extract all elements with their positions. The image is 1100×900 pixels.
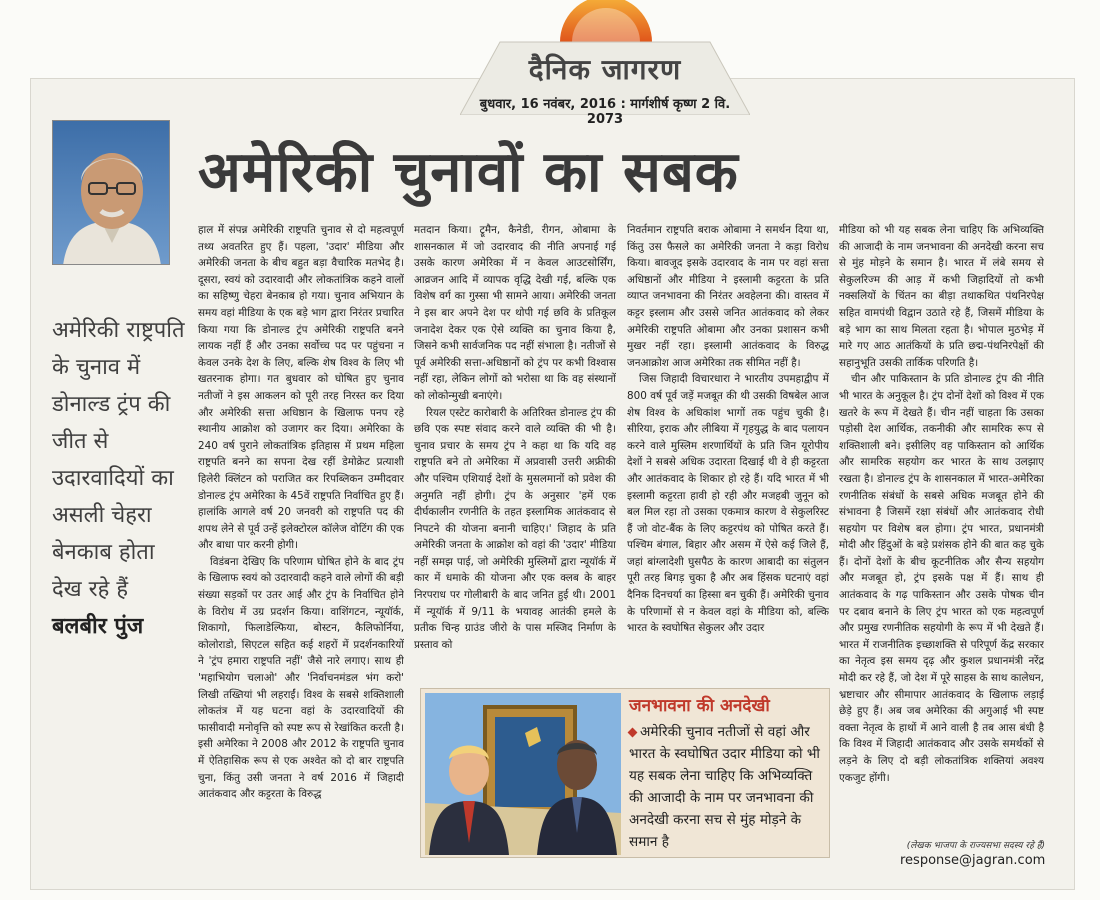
- article-column-4: [839, 222, 1044, 842]
- pullquote: [52, 312, 187, 645]
- pullquote-author: बलबीर पुंज: [52, 614, 144, 639]
- paragraph: रियल एस्टेट कारोबारी के अतिरिक्त डोनाल्ड ट्रंप की छवि एक स्पष्ट संवाद करने वाले व्यक्ति की भी है। चुनाव प्रचार के समय ट्रंप ने कहा था कि यदि वह राष्ट्रपति बने तो अमेरिका में अप्रवासी उत्तरी अफ्रीकी और पश्चिम एशियाई देशों के मुसलमानों को प्रवेश की अनुमति नहीं होगी। ट्रंप के अनुसार 'हमें एक दीर्घकालीन रणनीति के तहत इस्लामिक आतंकवाद से निपटने की योजना बनानी चाहिए।' जिहाद के प्रति अमेरिकी जनता के आक्रोश को वहां की 'उदार' मीडिया नहीं समझ पाई, जो अमेरिकी मुस्लिमों द्वारा न्यूयॉर्क में कार में धमाके की योजना और एक क्लब के बाहर निरपराध पर गोलीबारी के बाद जनित हुई थी। 2001 में न्यूयॉर्क में 9/11 के भयावह आतंकी हमले के प्रतीक चिन्ह ग्राउंड जीरो के पास मस्जिद निर्माण के प्रस्ताव को: [414, 406, 616, 651]
- diamond-bullet-icon: [628, 727, 638, 737]
- paragraph: मतदान किया। ट्रूमैन, कैनेडी, रीगन, ओबामा के शासनकाल में जो उदारवाद की नीति अपनाई गई उसके कारण अमेरिका में न केवल आउटसोर्सिंग, आव्रजन आदि में व्यापक वृद्धि देखी गई, बल्कि एक विशेष वर्ग का गुस्सा भी सामने आया। अमेरिकी जनता ने इस बार अपने देश पर थोपी गई छवि के प्रतिकूल जनादेश देकर एक ऐसे व्यक्ति का चुनाव किया है, जिसने कभी सार्वजनिक पद नहीं संभाला है। नतीजों से पूर्व अमेरिकी सत्ता-अधिष्ठानों को ट्रंप पर कभी विश्वास नहीं रहा, लेकिन लोगों को भरोसा था कि वह संस्थानों को लोकोन्मुखी बनाएंगे।: [414, 224, 616, 402]
- article-column-2: [414, 222, 616, 684]
- sidebar-box-quote: अमेरिकी चुनाव नतीजों से वहां और भारत के स्वघोषित उदार मीडिया को भी यह सबक लेना चाहिए कि अभिव्यक्ति की आजादी के नाम पर जनभावना की अनदेखी करना सच से मुंह मोड़ने के समान है: [629, 724, 820, 850]
- sidebar-box-title: जनभावना की अनदेखी: [629, 696, 770, 716]
- masthead-date: बुधवार, 16 नवंबर, 2016 : मार्गशीर्ष कृष्ण 2 वि. 2073: [479, 97, 731, 127]
- paragraph: विडंबना देखिए कि परिणाम घोषित होने के बाद ट्रंप के खिलाफ स्वयं को उदारवादी कहने वाले लोगों की बड़ी संख्या सड़कों पर उतर आई और ट्रंप के निर्वाचित होने के विरोध में उग्र प्रदर्शन किया। वाशिंगटन, न्यूयॉर्क, शिकागो, फिलाडेल्फिया, बोस्टन, कैलिफोर्निया, कोलोराडो, सिएटल सहित कई शहरों में प्रदर्शनकारियों ने 'ट्रंप हमारा राष्ट्रपति नहीं' जैसे नारे लगाए। साथ ही 'महाभियोग चलाओ' और 'निर्वाचनमंडल भंग करो' लिखी तख्तियां भी लहराईं। विश्व के सबसे शक्तिशाली लोकतंत्र में यह घटना वहां के उदारवादियों की फासीवादी मनोवृत्ति को स्पष्ट रूप से रेखांकित करती है। इसी अमेरिका ने 2008 और 2012 के राष्ट्रपति चुनाव में ऐतिहासिक रूप से एक अश्वेत को दो बार राष्ट्रपति चुना, किंतु उसी जनता ने वर्ष 2016 में जिहादी आतंकवाद और कट्टरता के विरुद्ध: [198, 555, 404, 801]
- article-column-1: [198, 222, 404, 894]
- leaders-photo: [425, 693, 621, 855]
- paragraph: जिस जिहादी विचारधारा ने भारतीय उपमहाद्वीप में 800 वर्ष पूर्व जड़ें मजबूत की थी उसकी विषबेल आज शेष विश्व के अधिकांश भागों तक पहुंच चुकी है। सीरिया, इराक और लीबिया में गृहयुद्ध के बाद पलायन करने वाले मुस्लिम शरणार्थियों के प्रति जिन यूरोपीय देशों ने सबसे अधिक उदारता दिखाई थी वे ही कट्टरता और आतंकवाद के शिकार हो रहे हैं। यदि भारत में भी इस्लामी कट्टरता हावी हो रही और मजहबी जुनून को बल मिल रहा तो उसका एकमात्र कारण वे सेकुलरिस्ट हैं जो वोट-बैंक के लिए कट्टरपंथ को पोषित करते हैं। पश्चिम बंगाल, बिहार और असम में ऐसे कई जिले हैं, जहां बांग्लादेशी घुसपैठ के कारण आबादी का संतुलन पूरी तरह बिगड़ चुका है और अब हिंसक घटनाएं वहां दैनिक दिनचर्या का हिस्सा बन चुकी हैं। अमेरिकी चुनाव के परिणामों से न केवल वहां के मीडिया को, बल्कि भारत के स्वघोषित सेकुलर और उदार: [627, 373, 829, 635]
- masthead: [460, 0, 750, 127]
- sidebar-box-text: [629, 721, 827, 853]
- paragraph: चीन और पाकिस्तान के प्रति डोनाल्ड ट्रंप की नीति भी भारत के अनुकूल है। ट्रंप दोनों देशों को विश्व में एक खतरे के रूप में देखते हैं। चीन नहीं चाहता कि उसका पड़ोसी देश आर्थिक, तकनीकी और सामरिक रूप से शक्तिशाली बने। इसीलिए वह पाकिस्तान को आर्थिक और सामरिक सहयोग कर भारत के साथ उलझाए रखता है। डोनाल्ड ट्रंप के शासनकाल में भारत-अमेरिका रणनीतिक संबंधों के सबसे अधिक मजबूत होने की संभावना है जिसमें रक्षा संबंधों और आतंकवाद रोधी सहयोग पर विशेष बल होगा। ट्रंप भारत, प्रधानमंत्री मोदी और हिंदुओं के बड़े प्रशंसक होने की बात कह चुके हैं। दोनों देशों के बीच कूटनीतिक और सैन्य सहयोग और मजबूत हो, ट्रंप इसके पक्ष में हैं। साथ ही आतंकवाद के गढ़ पाकिस्तान और उसके पोषक चीन पर दबाव बनाने के लिए ट्रंप भारत को एक महत्वपूर्ण और प्रमुख रणनीतिक सहयोगी के रूप में भी देखते हैं। भारत में राजनीतिक इच्छाशक्ति से परिपूर्ण केंद्र सरकार का नेतृत्व इस समय दृढ़ और कुशल प्रधानमंत्री नरेंद्र मोदी कर रहे हैं, जो देश में पूरे साहस के साथ कालेधन, भ्रष्टाचार और सीमापार आतंकवाद के खिलाफ लड़ाई छेड़े हुए हैं। अब जब अमेरिका की अगुआई भी स्पष्ट वक्ता नेतृत्व के हाथों में आने वाली है तब आस बंधी है कि विश्व में जिहादी आतंकवाद और उसके समर्थकों से लड़ने के लिए दो बड़ी लोकतांत्रिक शक्तियां अवश्य एकजुट होंगी।: [839, 373, 1044, 784]
- headline: अमेरिकी चुनावों का सबक: [198, 140, 739, 205]
- author-note: (लेखक भाजपा के राज्यसभा सदस्य रहे हैं): [906, 841, 1045, 851]
- sidebar-box: [420, 688, 830, 858]
- response-email: response@jagran.com: [900, 853, 1046, 868]
- masthead-title: दैनिक जागरण: [528, 53, 682, 86]
- paragraph: निवर्तमान राष्ट्रपति बराक ओबामा ने समर्थन दिया था, किंतु उस फैसले का अमेरिकी जनता ने कड़ा विरोध किया। बावजूद इसके उदारवाद के नाम पर वहां सत्ता अधिष्ठानों और मीडिया ने इस्लामी कट्टरता के प्रति व्याप्त जनभावना की निरंतर अवहेलना की। वास्तव में कट्टर इस्लाम और उससे जनित आतंकवाद को लेकर अमेरिकी राष्ट्रपति ओबामा और उनका प्रशासन कभी मुखर नहीं रहा। इस्लामी आतंकवाद के विरुद्ध जनआक्रोश आज अमेरिका तक सीमित नहीं है।: [627, 224, 829, 369]
- paragraph: मीडिया को भी यह सबक लेना चाहिए कि अभिव्यक्ति की आजादी के नाम जनभावना की अनदेखी करना सच से मुंह मोड़ने के समान है। भारत में लंबे समय से सेकुलरिज्म की आड़ में कभी जिहादियों तो कभी नक्सलियों के चिंतन का बीड़ा तथाकथित पंथनिरपेक्ष सहित वामपंथी विद्वान उठाते रहे हैं, जिसमें मीडिया के बड़े भाग का साथ मिलता रहता है। भोपाल मुठभेड़ में मारे गए आठ आतंकियों के प्रति छद्म-पंथनिरपेक्षों की सहानुभूति उसकी तार्किक परिणति है।: [839, 224, 1044, 369]
- pullquote-text: अमेरिकी राष्ट्रपति के चुनाव में डोनाल्ड ट्रंप की जीत से उदारवादियों का असली चेहरा बेनकाब होता देख रहे हैं: [52, 318, 185, 602]
- article-column-3: [627, 222, 829, 684]
- paragraph: हाल में संपन्न अमेरिकी राष्ट्रपति चुनाव से दो महत्वपूर्ण तथ्य अवतरित हुए हैं। पहला, 'उदार' मीडिया और अमेरिकी जनता के बीच बहुत बड़ा वैचारिक मतभेद है। दूसरा, स्वयं को उदारवादी और लोकतांत्रिक कहने वालों का सहिष्णु चेहरा बेनकाब हो गया। चुनाव अभियान के समय वहां मीडिया के एक बड़े भाग द्वारा निरंतर प्रचारित किया गया कि डोनाल्ड ट्रंप अमेरिकी राष्ट्रपति बनने लायक नहीं हैं और उनका सर्वोच्च पद पर पहुंचना न केवल उनके देश के लिए, बल्कि शेष विश्व के लिए भी खतरनाक होगा। गत बुधवार को घोषित हुए चुनाव नतीजों ने इस आकलन को पूरी तरह निरस्त कर दिया और अमेरिकी सत्ता अधिष्ठान के खिलाफ पनप रहे स्थानीय आक्रोश को उजागर कर दिया। अमेरिका के 240 वर्ष पुराने लोकतांत्रिक इतिहास में प्रथम महिला राष्ट्रपति बनने का सपना देख रहीं डेमोक्रेट प्रत्याशी हिलेरी क्लिंटन को पराजित कर रिपब्लिकन उम्मीदवार डोनाल्ड ट्रंप अमेरिका के 45वें राष्ट्रपति निर्वाचित हुए हैं। हालांकि आगले वर्ष 20 जनवरी को राष्ट्रपति पद की शपथ लेने से पूर्व उन्हें इलेक्टोरल कॉलेज वोटिंग की एक और बाधा पार करनी होगी।: [198, 224, 404, 552]
- author-photo: [52, 120, 170, 265]
